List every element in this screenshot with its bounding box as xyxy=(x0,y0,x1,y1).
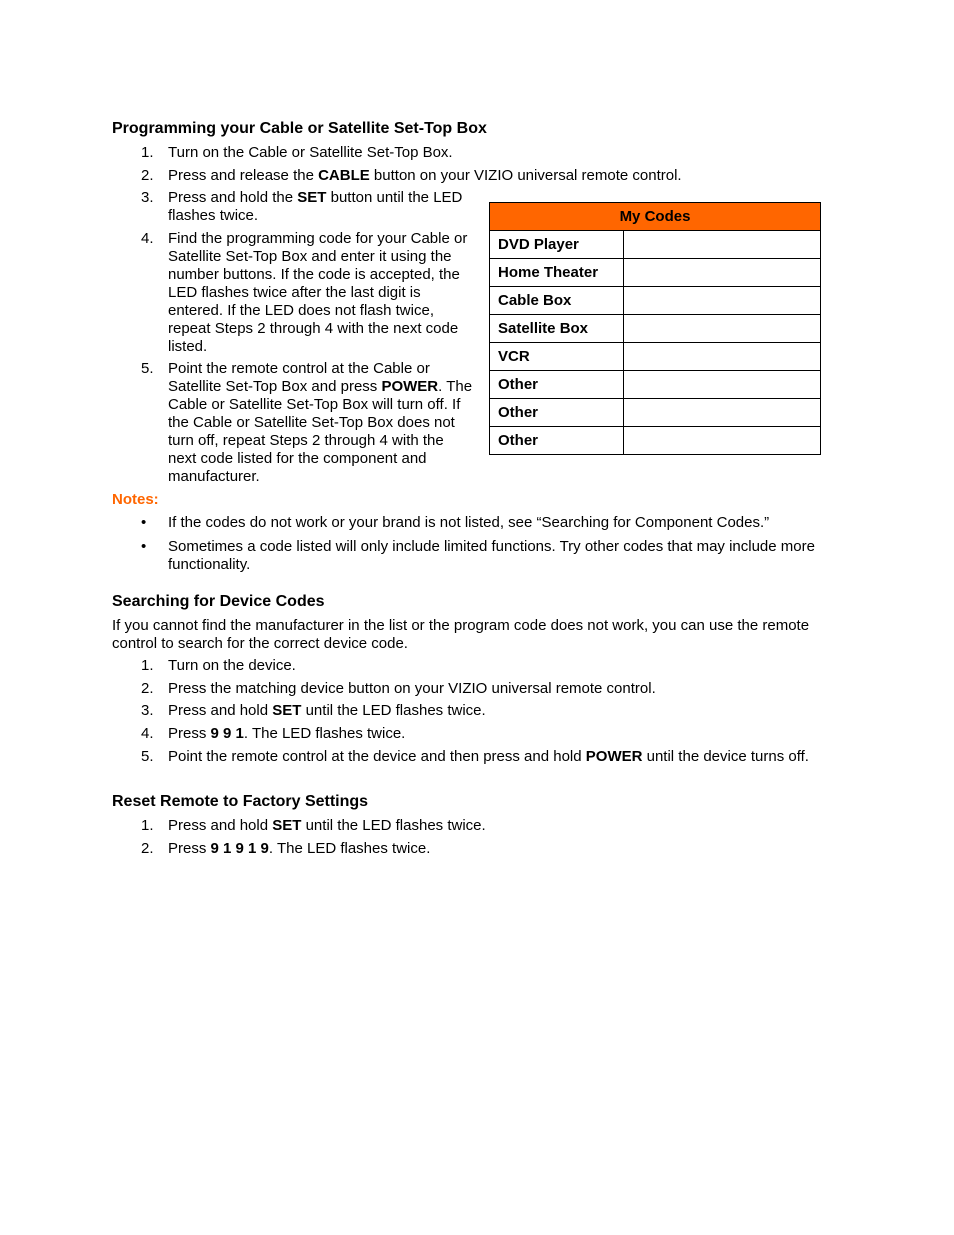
step-number: 3. xyxy=(141,702,154,719)
notes-label: Notes: xyxy=(112,491,159,508)
section-intro: If you cannot find the manufacturer in the list or the program code does not work, you can use the remote control to search for the correct device code. xyxy=(112,617,810,652)
code-value-cell xyxy=(624,427,821,455)
step-number: 1. xyxy=(141,144,154,161)
table-row xyxy=(490,399,821,427)
table-row xyxy=(490,427,821,455)
step-text: Press and hold the SET button until the LED flashes twice. xyxy=(168,189,463,224)
step-number: 2. xyxy=(141,167,154,184)
step-text: Press 9 1 9 1 9. The LED flashes twice. xyxy=(168,840,431,857)
code-label: Other xyxy=(490,399,624,427)
table-row xyxy=(490,287,821,315)
step-text: Press and hold SET until the LED flashes twice. xyxy=(168,817,486,834)
code-value-cell xyxy=(624,231,821,259)
code-label: DVD Player xyxy=(490,231,624,259)
code-label: VCR xyxy=(490,343,624,371)
table-row xyxy=(490,231,821,259)
section-heading-searching: Searching for Device Codes xyxy=(112,593,325,610)
step-number: 2. xyxy=(141,680,154,697)
code-value-cell xyxy=(624,315,821,343)
note-text: Sometimes a code listed will only include limited functions. Try other codes that may include more functionality. xyxy=(168,538,815,573)
code-label: Cable Box xyxy=(490,287,624,315)
step-text: Press and release the CABLE button on your VIZIO universal remote control. xyxy=(168,167,682,184)
step-number: 3. xyxy=(141,189,154,206)
table-row xyxy=(490,315,821,343)
step-text: Press 9 9 1. The LED flashes twice. xyxy=(168,725,406,742)
my-codes-table xyxy=(489,202,821,455)
code-label: Other xyxy=(490,427,624,455)
step-text: Press the matching device button on your VIZIO universal remote control. xyxy=(168,680,656,697)
code-value-cell xyxy=(624,259,821,287)
step-text: Press and hold SET until the LED flashes twice. xyxy=(168,702,486,719)
code-value-cell xyxy=(624,371,821,399)
step-number: 1. xyxy=(141,657,154,674)
step-number: 5. xyxy=(141,748,154,765)
bullet-icon: • xyxy=(141,538,147,555)
step-text: Find the programming code for your Cable or Satellite Set-Top Box and enter it using the number buttons. If the code is accepted, the LED flashes twice after the last digit is entered. If the LED does not flash twice, repeat Steps 2 through 4 with the next code listed. xyxy=(168,230,468,355)
step-text: Turn on the Cable or Satellite Set-Top Box. xyxy=(168,144,453,161)
step-number: 2. xyxy=(141,840,154,857)
step-number: 4. xyxy=(141,725,154,742)
step-number: 1. xyxy=(141,817,154,834)
code-label: Home Theater xyxy=(490,259,624,287)
step-text: Turn on the device. xyxy=(168,657,296,674)
table-row xyxy=(490,371,821,399)
step-number: 5. xyxy=(141,360,154,377)
bullet-icon: • xyxy=(141,514,147,531)
section-heading-reset: Reset Remote to Factory Settings xyxy=(112,793,369,810)
step-number: 4. xyxy=(141,230,154,247)
code-value-cell xyxy=(624,399,821,427)
code-value-cell xyxy=(624,343,821,371)
code-label: Other xyxy=(490,371,624,399)
step-text: Point the remote control at the device and then press and hold POWER until the device turns off. xyxy=(168,748,809,765)
table-row xyxy=(490,343,821,371)
my-codes-header: My Codes xyxy=(490,203,821,231)
table-row xyxy=(490,259,821,287)
step-text: Point the remote control at the Cable or Satellite Set-Top Box and press POWER. The Cable or Satellite Set-Top Box will turn off. If the Cable or Satellite Set-Top Box does not turn off, repeat Steps 2 through 4 with the next code listed for the component and manufacturer. xyxy=(168,360,473,485)
section-heading-programming: Programming your Cable or Satellite Set-Top Box xyxy=(112,120,487,137)
code-value-cell xyxy=(624,287,821,315)
note-text: If the codes do not work or your brand is not listed, see “Searching for Component Codes.” xyxy=(168,514,770,531)
code-label: Satellite Box xyxy=(490,315,624,343)
